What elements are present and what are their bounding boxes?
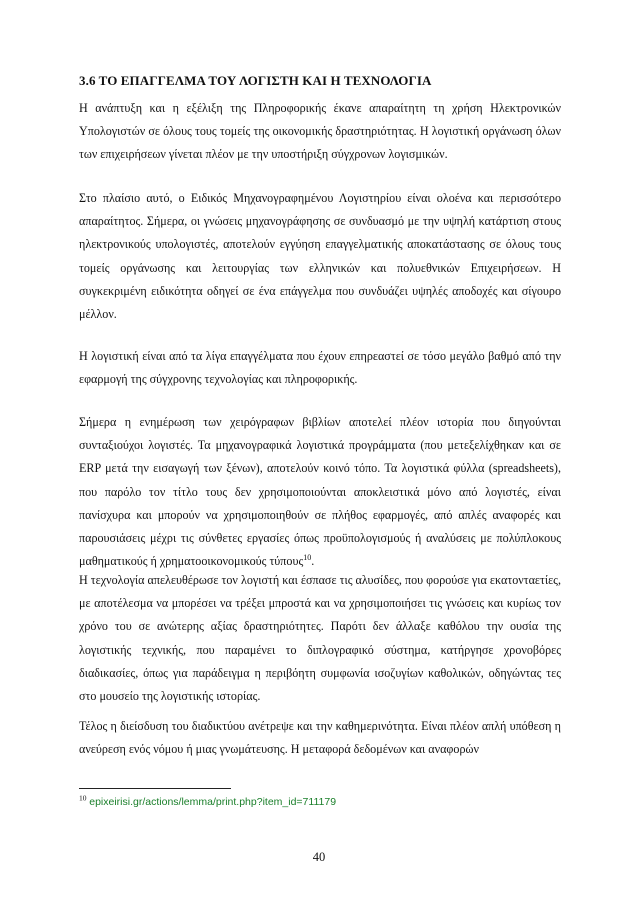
footnote bbox=[79, 795, 559, 809]
section-heading: 3.6 ΤΟ ΕΠΑΓΓΕΛΜΑ ΤΟΥ ΛΟΓΙΣΤΗ ΚΑΙ Η ΤΕΧΝΟΛΟΓΙΑ bbox=[79, 73, 432, 88]
paragraph-1: Η ανάπτυξη και η εξέλιξη της Πληροφορικής έκανε απαραίτητη τη χρήση Ηλεκτρονικών Υπολογιστών σε όλους τους τομείς της οικονομικής δραστηριότητας. Η λογιστική οργάνωση όλων των επιχειρήσεων γίνεται πλέον με την υποστήριξη σύγχρονων λογισμικών. bbox=[79, 101, 561, 162]
footnote-divider bbox=[79, 788, 231, 789]
paragraph-5: Η τεχνολογία απελευθέρωσε τον λογιστή και έσπασε τις αλυσίδες, που φορούσε για εκατονταετίες, με αποτέλεσμα να μπορέσει να τρέξει μπροστά και να χρησιμοποιήσει τις γνώσεις και κυρίως τον χρόνο του σε ανώτερης αξίας δραστηριότητες. Παρότι δεν άλλαξε καθόλου την ουσία της λογιστικής τεχνικής, που παραμένει το διπλογραφικό σύστημα, κατήργησε χρονοβόρες διαδικασίες, όπως για παράδειγμα η περιβόητη συμφωνία ισοζυγίων καθολικών, οδηγώντας τες στο μουσείο της λογιστικής ιστορίας. bbox=[79, 573, 561, 704]
footnote-reference[interactable]: 10 bbox=[303, 553, 312, 563]
paragraph-6: Τέλος η διείσδυση του διαδικτύου ανέτρεψε και την καθημερινότητα. Είναι πλέον απλή υπόθεση η ανεύρεση ενός νόμου ή μιας γνωμάτευσης. Η μεταφορά δεδομένων και αναφορών bbox=[79, 719, 561, 757]
page-number: 40 bbox=[312, 850, 326, 864]
paragraph-4 bbox=[79, 411, 561, 573]
paragraph-4-end: . bbox=[311, 554, 315, 569]
paragraph-2: Στο πλαίσιο αυτό, ο Ειδικός Μηχανογραφημένου Λογιστηρίου είναι ολοένα και περισσότερο απαραίτητος. Σήμερα, οι γνώσεις μηχανογράφησης σε συνδυασμό με την υψηλή κατάρτιση στους ηλεκτρονικούς υπολογιστές, αποτελούν εγγύηση επαγγελματικής αποκατάστασης σε όλους τους τομείς οργάνωσης και λειτουργίας των ελληνικών και πολυεθνικών Επιχειρήσεων. Η συγκεκριμένη ειδικότητα οδηγεί σε ένα επάγγελμα που συνδυάζει υψηλές αποδοχές και σίγουρο μέλλον. bbox=[79, 191, 561, 322]
footnote-number: 10 bbox=[79, 793, 87, 803]
paragraph-3: Η λογιστική είναι από τα λίγα επαγγέλματα που έχουν επηρεαστεί σε τόσο μεγάλο βαθμό από την εφαρμογή της σύγχρονης τεχνολογίας και πληροφορικής. bbox=[79, 349, 561, 387]
paragraph-4-text: Σήμερα η ενημέρωση των χειρόγραφων βιβλίων αποτελεί πλέον ιστορία που διηγούνται συνταξιούχοι λογιστές. Τα μηχανογραφικά λογιστικά προγράμματα (που μετεξελίχθηκαν και σε ERP μετά την εισαγωγή των ξένων), αποτελούν κοινό τόπο. Τα λογιστικά φύλλα (spreadsheets), που παρόλο τον τίτλο τους δεν χρησιμοποιούνται αποκλειστικά μόνο από λογιστές, είναι πανίσχυρα και μπορούν να χρησιμοποιηθούν σε πλήθος εφαρμογές, από απλές αναφορές και παρουσιάσεις μέχρι τις σύνθετες εργασίες όπως προϋπολογισμούς ή αναλύσεις με πολύπλοκους μαθηματικούς ή χρηματοοικονομικούς τύπους bbox=[79, 415, 561, 569]
footnote-link[interactable]: epixeirisi.gr/actions/lemma/print.php?item_id=711179 bbox=[89, 796, 337, 808]
